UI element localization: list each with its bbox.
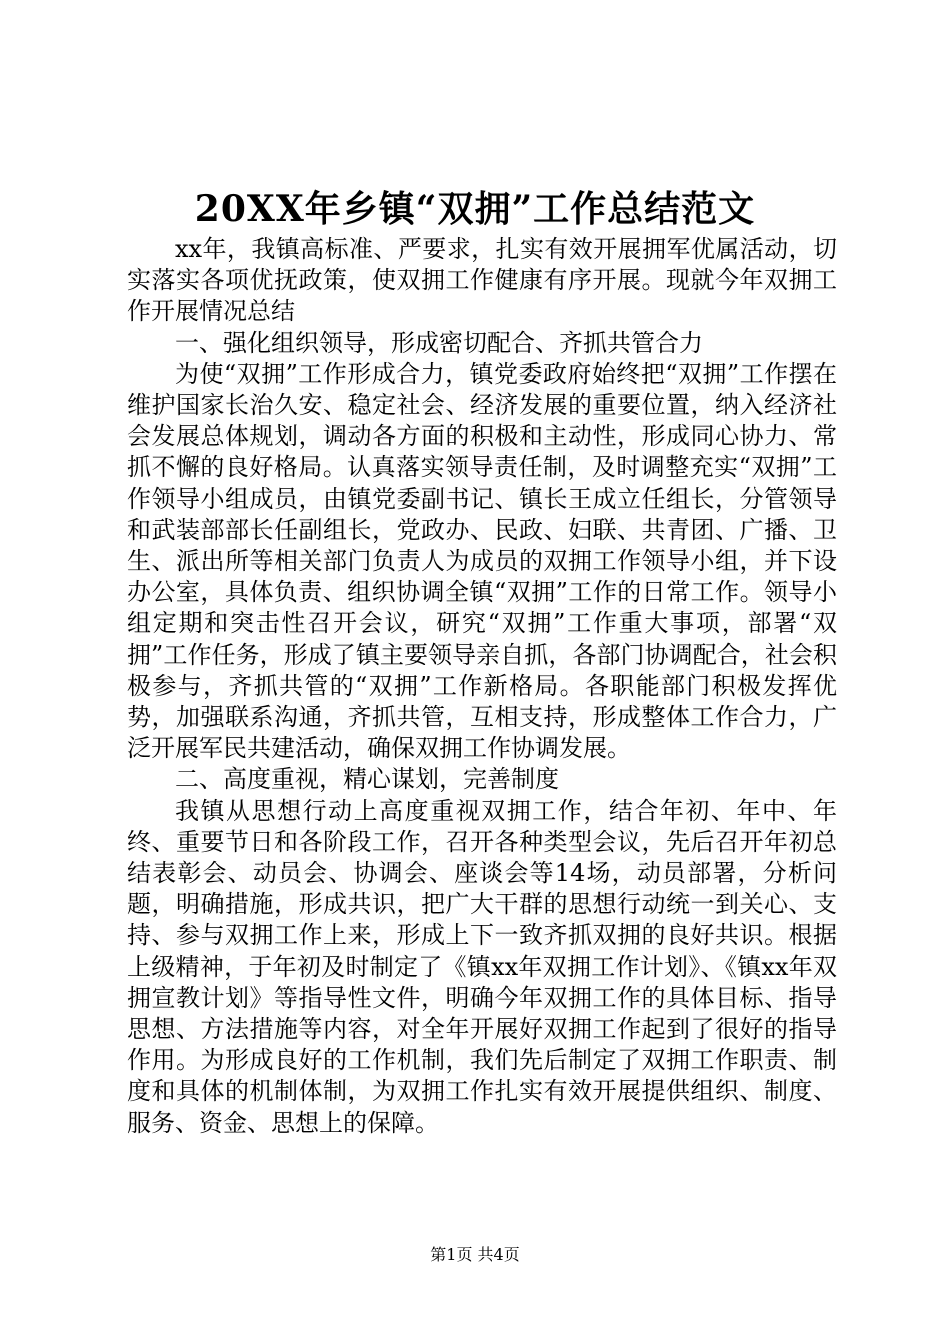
section-heading-2: 二、高度重视，精心谋划，完善制度 — [175, 765, 559, 794]
section-heading-1: 一、强化组织领导，形成密切配合、齐抓共管合力 — [175, 328, 703, 357]
document-body — [127, 234, 837, 1139]
intro-paragraph: xx年，我镇高标准、严要求，扎实有效开展拥军优属活动，切实落实各项优抚政策，使双拥工作健康有序开展。现就今年双拥工作开展情况总结 — [127, 235, 837, 326]
section-1-paragraph: 为使“双拥”工作形成合力，镇党委政府始终把“双拥”工作摆在维护国家长治久安、稳定社会、经济发展的重要位置，纳入经济社会发展总体规划，调动各方面的积极和主动性，形成同心协力、常抓不懈的良好格局。认真落实领导责任制，及时调整充实“双拥”工作领导小组成员，由镇党委副书记、镇长王成立任组长，分管领导和武装部部长任副组长，党政办、民政、妇联、共青团、广播、卫生、派出所等相关部门负责人为成员的双拥工作领导小组，并下设办公室，具体负责、组织协调全镇“双拥”工作的日常工作。领导小组定期和突击性召开会议，研究“双拥”工作重大事项，部署“双拥”工作任务，形成了镇主要领导亲自抓，各部门协调配合，社会积极参与，齐抓共管的“双拥”工作新格局。各职能部门积极发挥优势，加强联系沟通，齐抓共管，互相支持，形成整体工作合力，广泛开展军民共建活动，确保双拥工作协调发展。 — [127, 359, 837, 763]
document-title: 20XX年乡镇“双拥”工作总结范文 — [194, 188, 756, 230]
page-footer: 第1页 共4页 — [430, 1245, 520, 1264]
section-2-paragraph: 我镇从思想行动上高度重视双拥工作，结合年初、年中、年终、重要节日和各阶段工作，召开各种类型会议，先后召开年初总结表彰会、动员会、协调会、座谈会等14场，动员部署，分析问题，明确措施，形成共识，把广大干群的思想行动统一到关心、支持、参与双拥工作上来，形成上下一致齐抓双拥的良好共识。根据上级精神，于年初及时制定了《镇xx年双拥工作计划》、《镇xx年双拥宣教计划》等指导性文件，明确今年双拥工作的具体目标、指导思想、方法措施等内容，对全年开展好双拥工作起到了很好的指导作用。为形成良好的工作机制，我们先后制定了双拥工作职责、制度和具体的机制体制，为双拥工作扎实有效开展提供组织、制度、服务、资金、思想上的保障。 — [127, 796, 837, 1137]
